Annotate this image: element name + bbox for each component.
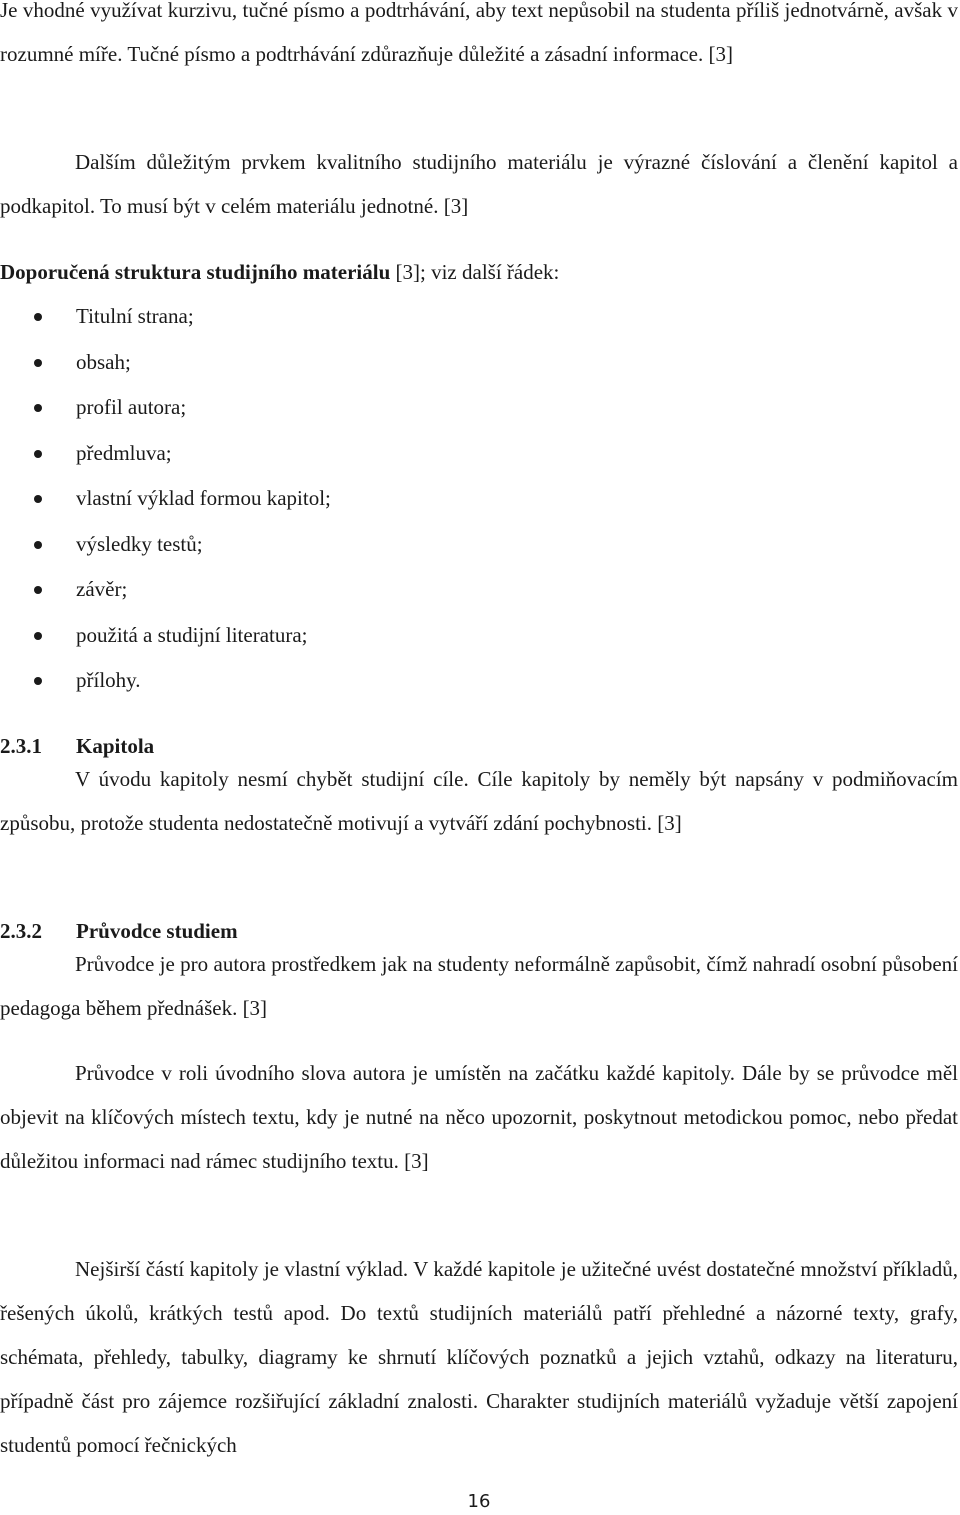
bullet-icon (34, 359, 42, 367)
section-title: Průvodce studiem (76, 919, 238, 943)
paragraph-chapter: V úvodu kapitoly nesmí chybět studijní cíle. Cíle kapitoly by neměly být napsány v podmiňovacím způsobu, protože studenta nedostatečně motivují a vytváří zdání pochybnosti. [3] (0, 767, 958, 835)
bullet-icon (34, 313, 42, 321)
list-item: obsah; (0, 340, 958, 386)
list-item: Titulní strana; (0, 294, 958, 340)
bullet-icon (34, 541, 42, 549)
structure-intro-rest: [3]; viz další řádek: (390, 260, 560, 284)
paragraph-numbering: Dalším důležitým prvkem kvalitního studijního materiálu je výrazné číslování a členění kapitol a podkapitol. To musí být v celém materiálu jednotné. [3] (0, 150, 958, 218)
paragraph-guide-2: Průvodce v roli úvodního slova autora je umístěn na začátku každé kapitoly. Dále by se průvodce měl objevit na klíčových místech textu, kdy je nutné na něco upozornit, poskytnout metodickou pomoc, nebo předat důležitou informaci nad rámec studijního textu. [3] (0, 1061, 958, 1173)
bullet-icon (34, 495, 42, 503)
page-number: 16 (467, 1491, 491, 1512)
section-title: Kapitola (76, 734, 155, 758)
paragraph-guide-3: Nejširší částí kapitoly je vlastní výklad. V každé kapitole je užitečné uvést dostatečné množství příkladů, řešených úkolů, krátkých testů apod. Do textů studijních materiálů patří přehledné a názorné texty, grafy, schémata, přehledy, tabulky, diagramy ke shrnutí klíčových poznatků a jejich vztahů, odkazy na literaturu, případně část pro zájemce rozšiřující základní znalosti. Charakter studijních materiálů vyžaduje větší zapojení studentů pomocí řečnických (0, 1257, 958, 1457)
section-number: 2.3.1 (0, 734, 42, 758)
list-item: výsledky testů; (0, 522, 958, 568)
bullet-icon (34, 586, 42, 594)
list-item: přílohy. (0, 658, 958, 704)
bullet-icon (34, 677, 42, 685)
list-item: použitá a studijní literatura; (0, 613, 958, 659)
list-item: předmluva; (0, 431, 958, 477)
paragraph-structure-intro (0, 250, 958, 294)
list-item: závěr; (0, 567, 958, 613)
bullet-icon (34, 404, 42, 412)
bullet-icon (34, 632, 42, 640)
list-item: vlastní výklad formou kapitol; (0, 476, 958, 522)
structure-intro-bold: Doporučená struktura studijního materiálu (0, 260, 391, 284)
paragraph-formatting: Je vhodné využívat kurzivu, tučné písmo a podtrhávání, aby text nepůsobil na studenta příliš jednotvárně, avšak v rozumné míře. Tučné písmo a podtrhávání zdůrazňuje důležité a zásadní informace. [3] (0, 0, 958, 66)
paragraph-guide-1: Průvodce je pro autora prostředkem jak na studenty neformálně zapůsobit, čímž nahradí osobní působení pedagoga během přednášek. [3] (0, 952, 958, 1020)
bullet-icon (34, 450, 42, 458)
structure-list (0, 294, 958, 704)
list-item: profil autora; (0, 385, 958, 431)
section-number: 2.3.2 (0, 919, 42, 943)
